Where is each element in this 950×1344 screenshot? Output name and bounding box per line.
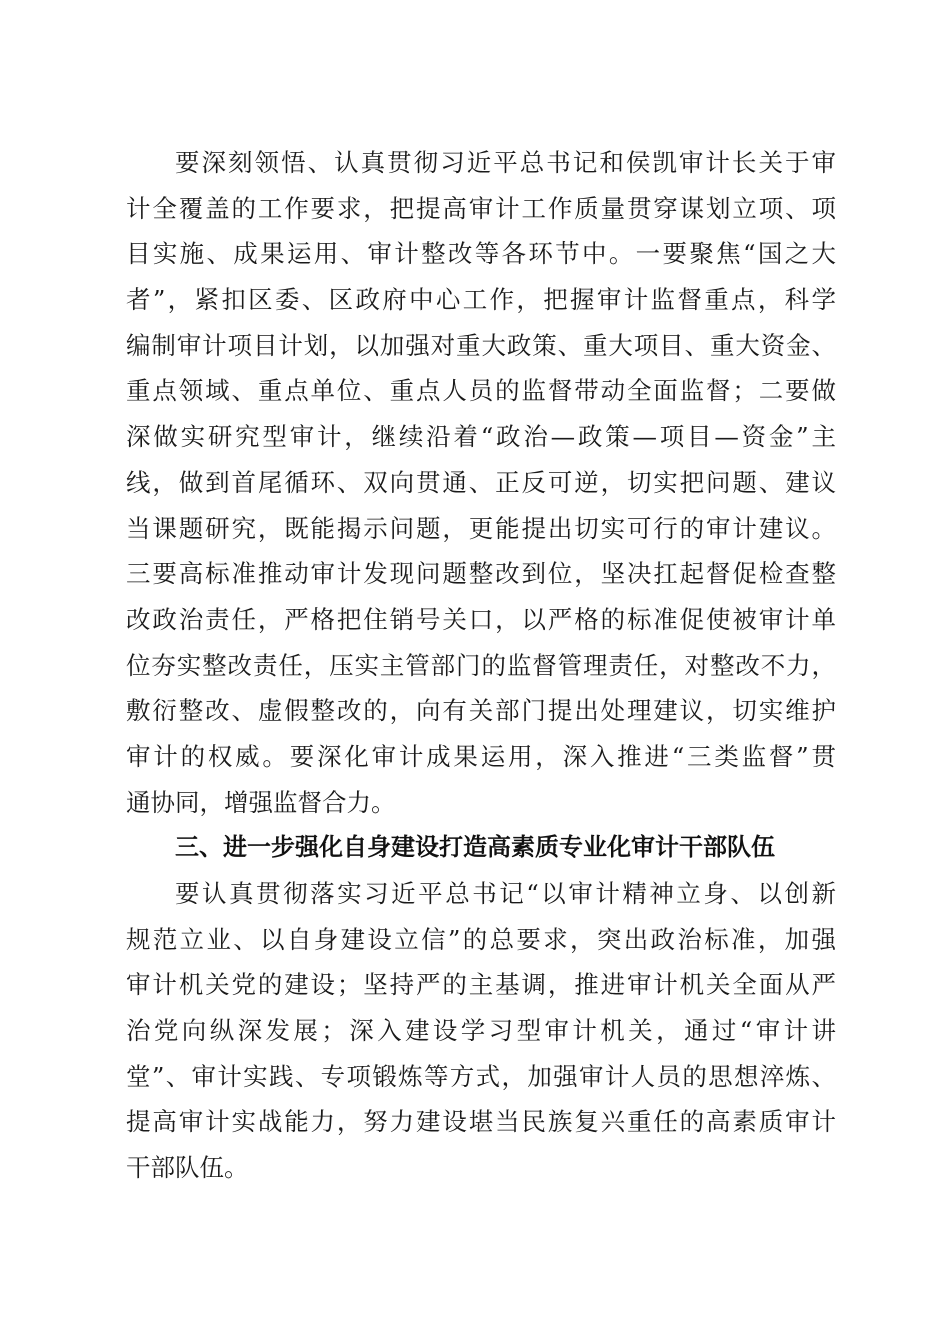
text-line: 位夯实整改责任，压实主管部门的监督管理责任，对整改不力，	[126, 650, 836, 680]
document-body	[126, 140, 836, 1191]
text-line: 三要高标准推动审计发现问题整改到位，坚决扛起督促检查整	[126, 559, 836, 589]
text-line: 堂”、审计实践、专项锻炼等方式，加强审计人员的思想淬炼、	[126, 1061, 836, 1091]
text-line: 编制审计项目计划，以加强对重大政策、重大项目、重大资金、	[126, 330, 836, 360]
text-line: 计全覆盖的工作要求，把提高审计工作质量贯穿谋划立项、项	[126, 193, 836, 223]
text-line: 当课题研究，既能揭示问题，更能提出切实可行的审计建议。	[126, 513, 836, 543]
text-line: 治党向纵深发展；深入建设学习型审计机关，通过“审计讲	[126, 1016, 836, 1046]
text-line: 要认真贯彻落实习近平总书记“以审计精神立身、以创新	[175, 879, 836, 908]
text-line: 干部队伍。	[126, 1153, 249, 1183]
text-line: 目实施、成果运用、审计整改等各环节中。一要聚焦“国之大	[126, 239, 836, 269]
text-line: 审计机关党的建设；坚持严的主基调，推进审计机关全面从严	[126, 970, 836, 1000]
text-line: 审计的权威。要深化审计成果运用，深入推进“三类监督”贯	[126, 741, 836, 771]
paragraph-audit-coverage	[126, 140, 836, 825]
text-line: 线，做到首尾循环、双向贯通、正反可逆，切实把问题、建议	[126, 467, 836, 497]
text-line: 提高审计实战能力，努力建设堪当民族复兴重任的高素质审计	[126, 1107, 836, 1137]
paragraph-self-building	[126, 871, 836, 1191]
text-line: 敷衍整改、虚假整改的，向有关部门提出处理建议，切实维护	[126, 696, 836, 726]
section-heading: 三、进一步强化自身建设打造高素质专业化审计干部队伍	[175, 833, 775, 862]
text-line: 者”，紧扣区委、区政府中心工作，把握审计监督重点，科学	[126, 285, 836, 315]
text-line: 规范立业、以自身建设立信”的总要求，突出政治标准，加强	[126, 924, 836, 954]
text-line: 改政治责任，严格把住销号关口，以严格的标准促使被审计单	[126, 604, 836, 634]
text-line: 深做实研究型审计，继续沿着“政治—政策—项目—资金”主	[126, 422, 836, 452]
text-line: 通协同，增强监督合力。	[126, 787, 396, 817]
text-line: 要深刻领悟、认真贯彻习近平总书记和侯凯审计长关于审	[175, 148, 836, 177]
text-line: 重点领域、重点单位、重点人员的监督带动全面监督；二要做	[126, 376, 836, 406]
